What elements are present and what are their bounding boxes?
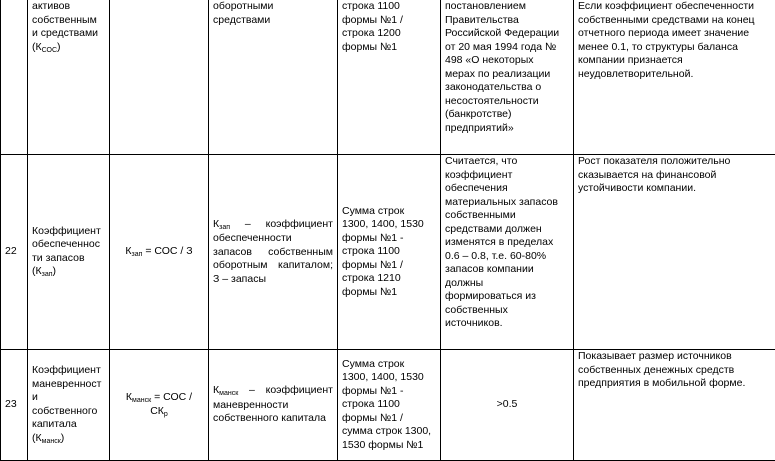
formula-cell: $К_{зап}$ = СОС / З [110, 155, 209, 350]
norm-cell: >0.5 [441, 350, 574, 461]
comment-cell: Показывает размер источников собственных денежных средств предприятия в мобильной форме. [574, 350, 775, 461]
description-cell: $К_{манск}$ – коэффициент маневренности собственного капитала [209, 350, 338, 461]
formula-cell: $К_{манск}$ = СОС / $СК_р$ [110, 350, 209, 461]
indicator-name-cell: Коэффициент маневренност и собственного капитала $(К_{манск})$ [28, 350, 110, 461]
indicator-name-cell: Коэффициент обеспеченнос ти запасов $(К_{зап})$ [28, 155, 110, 350]
row-number-cell: 22 [1, 155, 28, 350]
indicator-name-cell [28, 0, 110, 155]
comment-cell: Рост показателя положительно сказывается на финансовой устойчивости компании. [574, 155, 775, 350]
calculation-cell: Сумма строк 1300, 1400, 1530 формы №1 - строка 1100 формы №1 / строка 1210 формы №1 [338, 155, 441, 350]
comment-cell: Если коэффициент обеспеченности собственными средствами на конец отчетного периода имеет значение менее 0.1, то структуры баланса компании признается неудовлетворительной. [574, 0, 775, 155]
row-number-cell: 23 [1, 350, 28, 461]
indicator-symbol: $(К_{СОС})$ [32, 41, 105, 56]
indicator-symbol: $(К_{манск})$ [32, 432, 105, 447]
description-cell: оборотными средствами [209, 0, 338, 155]
row-number-cell [1, 0, 28, 155]
table-row [1, 155, 775, 350]
calculation-cell: строка 1100 формы №1 / строка 1200 формы №1 [338, 0, 441, 155]
norm-cell: Считается, что коэффициент обеспечения материальных запасов собственными средствами должен изменятся в пределах 0.6 – 0.8, т.е. 60-80% запасов компании должны формироваться из собственных источников. [441, 155, 574, 350]
name-line: активов [32, 0, 105, 14]
description-cell: $К_{зап}$ – коэффициент обеспеченности запасов собственным оборотным капиталом; З – запасы [209, 155, 338, 350]
name-line: и средствами [32, 27, 105, 41]
table-row [1, 350, 775, 461]
indicator-symbol: $(К_{зап})$ [32, 265, 105, 280]
table-row [1, 0, 775, 155]
name-line: собственным [32, 14, 105, 28]
formula-cell [110, 0, 209, 155]
calculation-cell: Сумма строк 1300, 1400, 1530 формы №1 - строка 1100 формы №1 / сумма строк 1300, 1530 формы №1 [338, 350, 441, 461]
norm-cell: постановлением Правительства Российской Федерации от 20 мая 1994 года № 498 «О некоторых мерах по реализации законодательства о несостоятельности (банкротстве) предприятий» [441, 0, 574, 155]
